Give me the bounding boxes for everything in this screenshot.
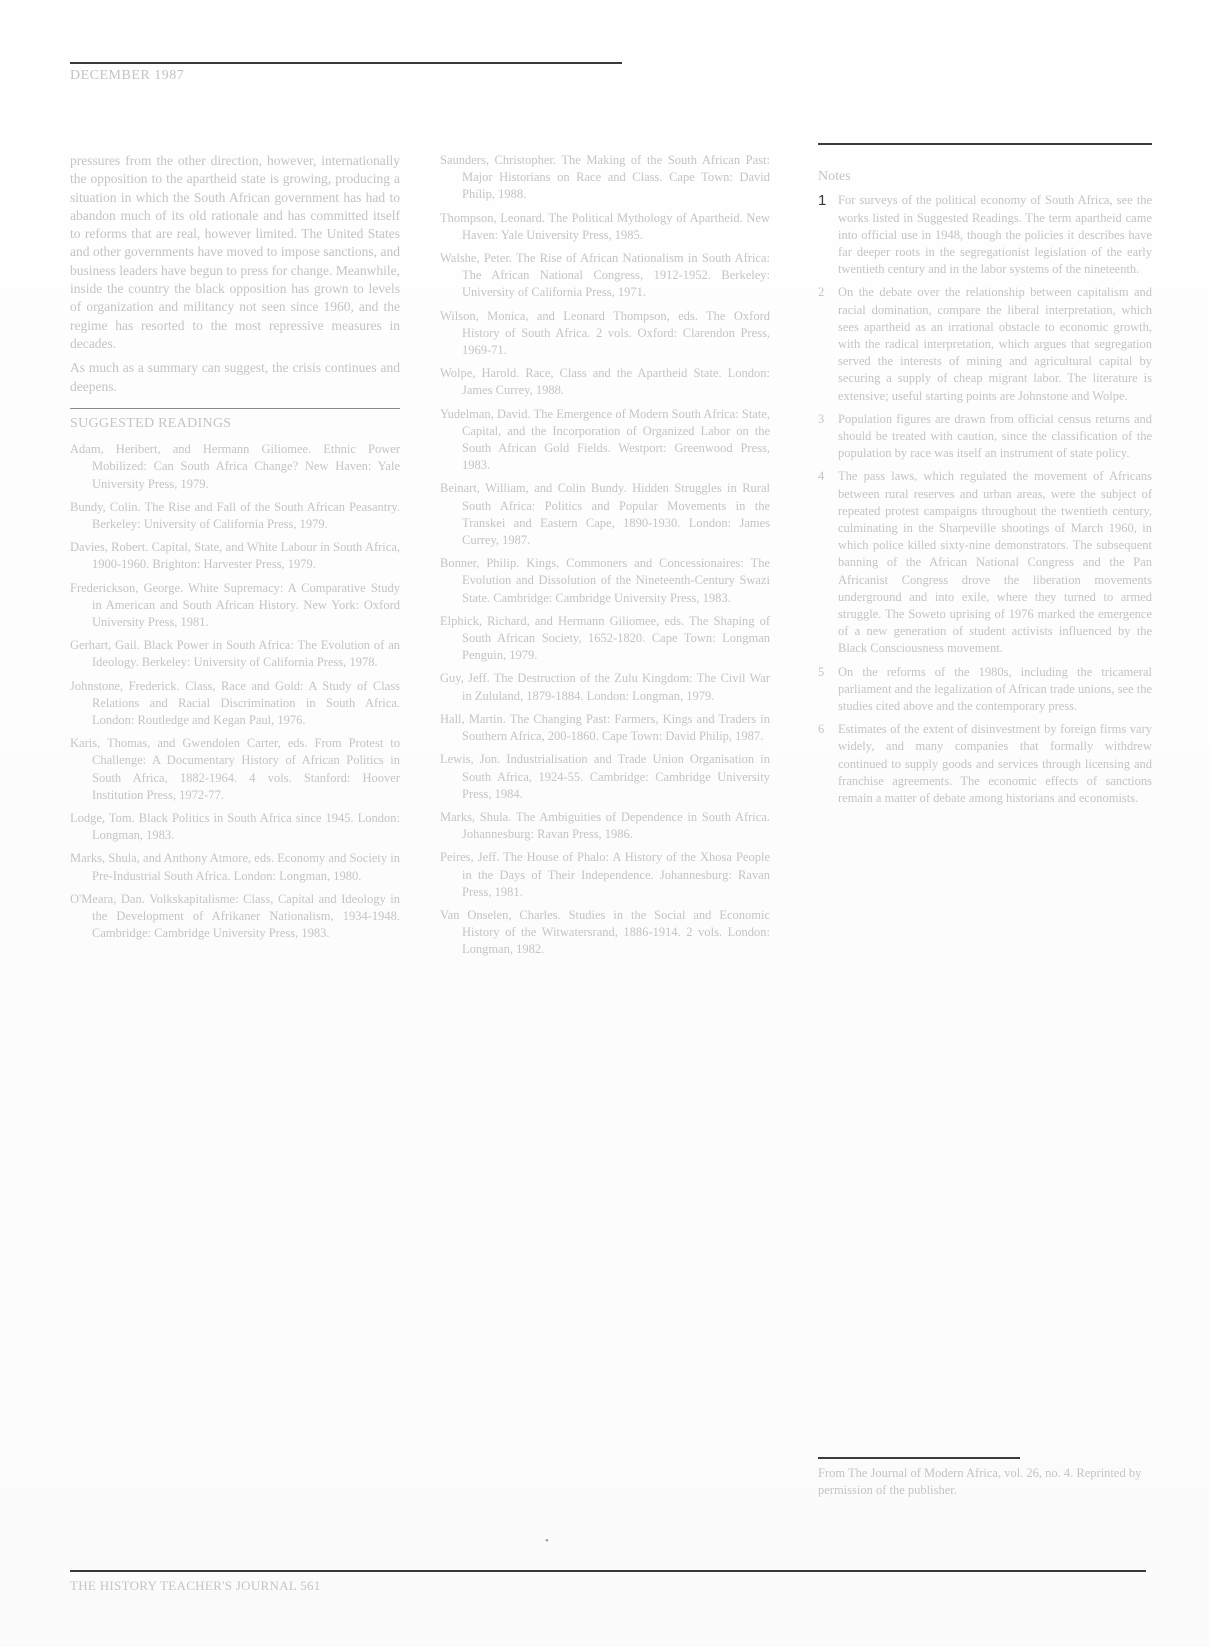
reference-entry: Van Onselen, Charles. Studies in the Social and Economic History of the Witwatersrand, 1886-1914. 2 vols. London: Longman, 1982. (440, 907, 770, 957)
source-rule (818, 1457, 1020, 1459)
header-rule (70, 62, 622, 64)
note-number: 1 (818, 192, 827, 210)
column-2 (440, 152, 770, 965)
reference-entry: O'Meara, Dan. Volkskapitalisme: Class, Capital and Ideology in the Development of Afrikaner Nationalism, 1934-1948. Cambridge: Cambridge University Press, 1983. (70, 891, 400, 941)
body-paragraph: As much as a summary can suggest, the crisis continues and deepens. (70, 360, 400, 394)
reference-entry: Gerhart, Gail. Black Power in South Africa: The Evolution of an Ideology. Berkeley: University of California Press, 1978. (70, 638, 400, 670)
reference-entry: Johnstone, Frederick. Class, Race and Gold: A Study of Class Relations and Racial Discrimination in South Africa. London: Routledge and Kegan Paul, 1976. (70, 678, 400, 727)
note (818, 664, 1152, 716)
reference-entry: Peires, Jeff. The House of Phalo: A History of the Xhosa People in the Days of Their Independence. Johannesburg: Ravan Press, 1981. (440, 850, 770, 899)
reference-entry: Hall, Martin. The Changing Past: Farmers, Kings and Traders in Southern Africa, 200-1860. Cape Town: David Philip, 1987. (440, 711, 770, 744)
reference-entry: Lodge, Tom. Black Politics in South Africa since 1945. London: Longman, 1983. (70, 811, 400, 843)
note-text: The pass laws, which regulated the movement of Africans between rural reserves and urban areas, were the subject of repeated protest campaigns throughout the twentieth century, culminating in the Sharpeville shootings of March 1960, in which police killed sixty-nine demonstrators. The subsequent banning of the African National Congress and the Pan Africanist Congress drove the liberation movements underground and into exile, where they turned to armed struggle. The Soweto uprising of 1976 marked the emergence of a new generation of student activists influenced by the Black Consciousness movement. (838, 469, 1152, 656)
reference-entry: Guy, Jeff. The Destruction of the Zulu Kingdom: The Civil War in Zululand, 1879-1884. London: Longman, 1979. (440, 671, 770, 703)
reference-entry: Wilson, Monica, and Leonard Thompson, eds. The Oxford History of South Africa. 2 vols. Oxford: Clarendon Press, 1969-71. (440, 308, 770, 358)
reference-entry: Beinart, William, and Colin Bundy. Hidden Struggles in Rural South Africa: Politics and Popular Movements in the Transkei and Eastern Cape, 1890-1930. London: James Currey, 1987. (440, 481, 770, 548)
note-number: 5 (818, 664, 825, 679)
note-text: Estimates of the extent of disinvestment by foreign firms vary widely, and many companies that formally withdrew continued to supply goods and services through licensing and franchise agreements. The economic effects of sanctions remain a matter of debate among historians and economists. (838, 722, 1152, 805)
reference-entry: Frederickson, George. White Supremacy: A Comparative Study in American and South African History. New York: Oxford University Press, 1981. (70, 580, 400, 629)
note-number: 2 (818, 285, 825, 300)
column-1 (70, 152, 400, 948)
note-number: 3 (818, 411, 825, 426)
reference-entry: Elphick, Richard, and Hermann Giliomee, eds. The Shaping of South African Society, 1652-1820. Cape Town: Longman Penguin, 1979. (440, 613, 770, 663)
note (818, 468, 1152, 657)
notes-heading: Notes (818, 169, 851, 184)
reference-entry: Yudelman, David. The Emergence of Modern South Africa: State, Capital, and the Incorporation of Organized Labor on the South African Gold Fields. Westport: Greenwood Press, 1983. (440, 406, 770, 473)
column-3 (818, 168, 1152, 813)
reference-entry: Bonner, Philip. Kings, Commoners and Concessionaires: The Evolution and Dissolution of the Nineteenth-Century Swazi State. Cambridge: Cambridge University Press, 1983. (440, 556, 770, 605)
note (818, 721, 1152, 807)
note (818, 411, 1152, 463)
reference-entry: Wolpe, Harold. Race, Class and the Apartheid State. London: James Currey, 1988. (440, 366, 770, 398)
footer-rule (70, 1570, 1146, 1572)
body-paragraph: pressures from the other direction, however, internationally the opposition to the apartheid state is growing, producing a situation in which the South African government has had to abandon much of its old rationale and has committed itself to reforms that are real, however limited. The United States and other governments have moved to impose sanctions, and business leaders have begun to press for change. Meanwhile, inside the country the black opposition has grown to levels of organization and militancy not seen since 1960, and the regime has resorted to the most repressive measures in decades. (70, 153, 400, 351)
reference-entry: Marks, Shula. The Ambiguities of Dependence in South Africa. Johannesburg: Ravan Press, 1986. (440, 809, 770, 842)
page-mark: • (545, 1535, 549, 1547)
reference-entry: Marks, Shula, and Anthony Atmore, eds. Economy and Society in Pre-Industrial South Africa. London: Longman, 1980. (70, 851, 400, 883)
reference-entry: Saunders, Christopher. The Making of the South African Past: Major Historians on Race and Class. Cape Town: David Philip, 1988. (440, 153, 770, 202)
note (818, 284, 1152, 404)
reference-entry: Walshe, Peter. The Rise of African Nationalism in South Africa: The African National Congress, 1912-1952. Berkeley: University of California Press, 1971. (440, 251, 770, 300)
running-head: DECEMBER 1987 (70, 68, 185, 83)
section-heading: SUGGESTED READINGS (70, 408, 400, 433)
source-line: From The Journal of Modern Africa, vol. 26, no. 4. Reprinted by permission of the publisher. (818, 1466, 1142, 1497)
note (818, 192, 1152, 278)
note-text: For surveys of the political economy of South Africa, see the works listed in Suggested Readings. The term apartheid came into official use in 1948, though the policies it describes have far deeper roots in the segregationist legislation of the early twentieth century and in the labor systems of the nineteenth. (838, 193, 1152, 277)
reference-entry: Lewis, Jon. Industrialisation and Trade Union Organisation in South Africa, 1924-55. Cambridge: Cambridge University Press, 1984. (440, 752, 770, 801)
note-text: Population figures are drawn from official census returns and should be treated with caution, since the classification of the population by race was itself an instrument of state policy. (838, 411, 1152, 461)
note-text: On the reforms of the 1980s, including the tricameral parliament and the legalization of African trade unions, see the studies cited above and the contemporary press. (838, 664, 1152, 713)
reference-entry: Bundy, Colin. The Rise and Fall of the South African Peasantry. Berkeley: University of California Press, 1979. (70, 499, 400, 531)
reference-entry: Thompson, Leonard. The Political Mythology of Apartheid. New Haven: Yale University Press, 1985. (440, 210, 770, 242)
reference-entry: Adam, Heribert, and Hermann Giliomee. Ethnic Power Mobilized: Can South Africa Change? New Haven: Yale University Press, 1979. (70, 442, 400, 491)
reference-entry: Karis, Thomas, and Gwendolen Carter, eds. From Protest to Challenge: A Documentary History of African Politics in South Africa, 1882-1964. 4 vols. Stanford: Hoover Institution Press, 1972-77. (70, 736, 400, 802)
note-number: 4 (818, 469, 825, 484)
footer-text: THE HISTORY TEACHER'S JOURNAL 561 (70, 1578, 321, 1593)
notes-rule (818, 143, 1152, 145)
note-text: On the debate over the relationship between capitalism and racial domination, compare the liberal interpretation, which sees apartheid as an irrational obstacle to economic growth, with the radical interpretation, which argues that segregation served the interests of mining and agricultural capital by securing a supply of cheap migrant labor. The literature is extensive; useful starting points are Johnstone and Wolpe. (838, 285, 1152, 403)
note-number: 6 (818, 722, 825, 737)
reference-entry: Davies, Robert. Capital, State, and White Labour in South Africa, 1900-1960. Brighton: Harvester Press, 1979. (70, 540, 400, 572)
